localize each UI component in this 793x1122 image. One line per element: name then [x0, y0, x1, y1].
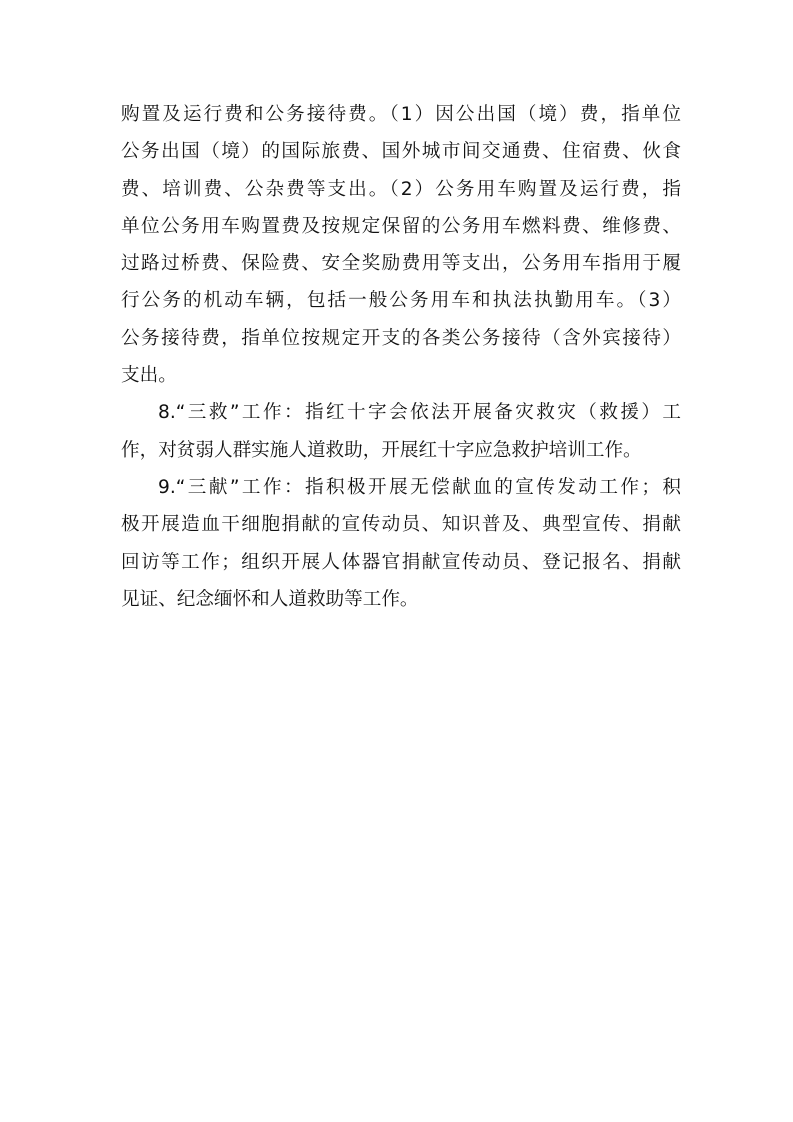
- text-line: 单位公务用车购置费及按规定保留的公务用车燃料费、维修费、: [121, 215, 681, 237]
- text-line: 8.“三救”工作：指红十字会依法开展备灾救灾（救援）工: [158, 402, 681, 424]
- paragraph-item-8-three-rescues: [121, 394, 681, 469]
- paragraph-item-9-three-donations: [121, 469, 681, 618]
- text-line: 购置及运行费和公务接待费。（1）因公出国（境）费，指单位: [121, 104, 681, 125]
- text-line: 公务接待费，指单位按规定开支的各类公务接待（含外宾接待）: [121, 327, 681, 349]
- text-line: 过路过桥费、保险费、安全奖励费用等支出，公务用车指用于履: [121, 253, 681, 275]
- text-line: 费、培训费、公杂费等支出。（2）公务用车购置及运行费，指: [121, 178, 681, 200]
- text-line: 行公务的机动车辆，包括一般公务用车和执法执勤用车。（3）: [121, 290, 681, 312]
- text-line: 9.“三献”工作：指积极开展无偿献血的宣传发动工作；积: [158, 476, 681, 498]
- text-line: 作，对贫弱人群实施人道救助，开展红十字应急救护培训工作。: [121, 439, 642, 461]
- document-body: [121, 96, 681, 618]
- text-line: 支出。: [121, 365, 177, 387]
- text-line: 见证、纪念缅怀和人道救助等工作。: [121, 588, 419, 610]
- text-line: 公务出国（境）的国际旅费、国外城市间交通费、住宿费、伙食: [121, 141, 681, 163]
- paragraph-public-expense-definition: [121, 96, 681, 394]
- text-line: 极开展造血干细胞捐献的宣传动员、知识普及、典型宣传、捐献: [121, 514, 681, 536]
- text-line: 回访等工作；组织开展人体器官捐献宣传动员、登记报名、捐献: [121, 551, 681, 573]
